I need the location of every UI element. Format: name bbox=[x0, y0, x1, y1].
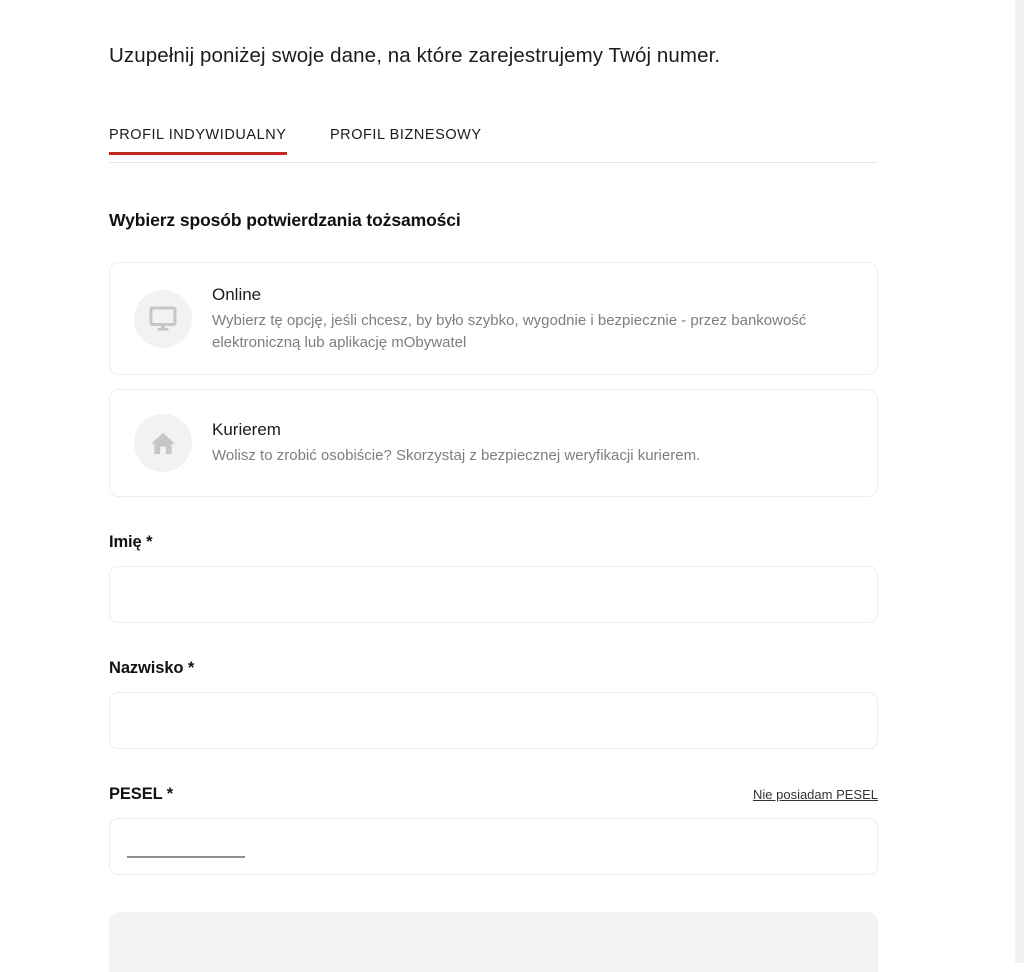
field-header bbox=[109, 785, 878, 804]
field-first-name bbox=[109, 533, 878, 623]
last-name-input[interactable] bbox=[109, 692, 878, 749]
form-content bbox=[109, 0, 878, 972]
option-text-online bbox=[212, 284, 853, 354]
option-text-kurierem bbox=[212, 419, 853, 467]
bottom-panel bbox=[109, 912, 878, 972]
tab-label: PROFIL BIZNESOWY bbox=[329, 127, 482, 143]
tabs-divider bbox=[109, 162, 878, 163]
profile-tabs bbox=[109, 127, 878, 163]
no-pesel-link[interactable]: Nie posiadam PESEL bbox=[752, 787, 878, 802]
option-title: Online bbox=[212, 284, 262, 304]
pesel-input[interactable] bbox=[109, 818, 878, 875]
option-card-kurierem[interactable] bbox=[109, 389, 878, 497]
pesel-masked-indicator bbox=[127, 856, 245, 858]
identity-section-title: Wybierz sposób potwierdzania tożsamości bbox=[109, 210, 461, 230]
home-icon bbox=[134, 414, 192, 472]
option-description: Wolisz to zrobić osobiście? Skorzystaj z bezpiecznej weryfikacji kurierem. bbox=[212, 447, 701, 464]
tab-profil-biznesowy[interactable] bbox=[330, 127, 482, 155]
last-name-label: Nazwisko * bbox=[109, 659, 195, 677]
field-header bbox=[109, 659, 878, 678]
option-card-online[interactable] bbox=[109, 262, 878, 375]
tab-label: PROFIL INDYWIDUALNY bbox=[109, 127, 287, 143]
option-title: Kurierem bbox=[212, 420, 281, 439]
field-last-name bbox=[109, 659, 878, 749]
field-pesel bbox=[109, 785, 878, 875]
first-name-label: Imię * bbox=[109, 533, 153, 551]
option-description: Wybierz tę opcję, jeśli chcesz, by było szybko, wygodnie i bezpiecznie - przez bankowość elektroniczną lub aplikację mObywatel bbox=[212, 311, 807, 351]
desktop-monitor-icon bbox=[134, 290, 192, 348]
pesel-label: PESEL * bbox=[109, 785, 174, 803]
tab-profil-indywidualny[interactable] bbox=[109, 127, 287, 155]
page-title: Uzupełnij poniżej swoje dane, na które zarejestrujemy Twój numer. bbox=[109, 44, 721, 67]
page-right-edge bbox=[1015, 0, 1024, 963]
first-name-input[interactable] bbox=[109, 566, 878, 623]
field-header bbox=[109, 533, 878, 552]
